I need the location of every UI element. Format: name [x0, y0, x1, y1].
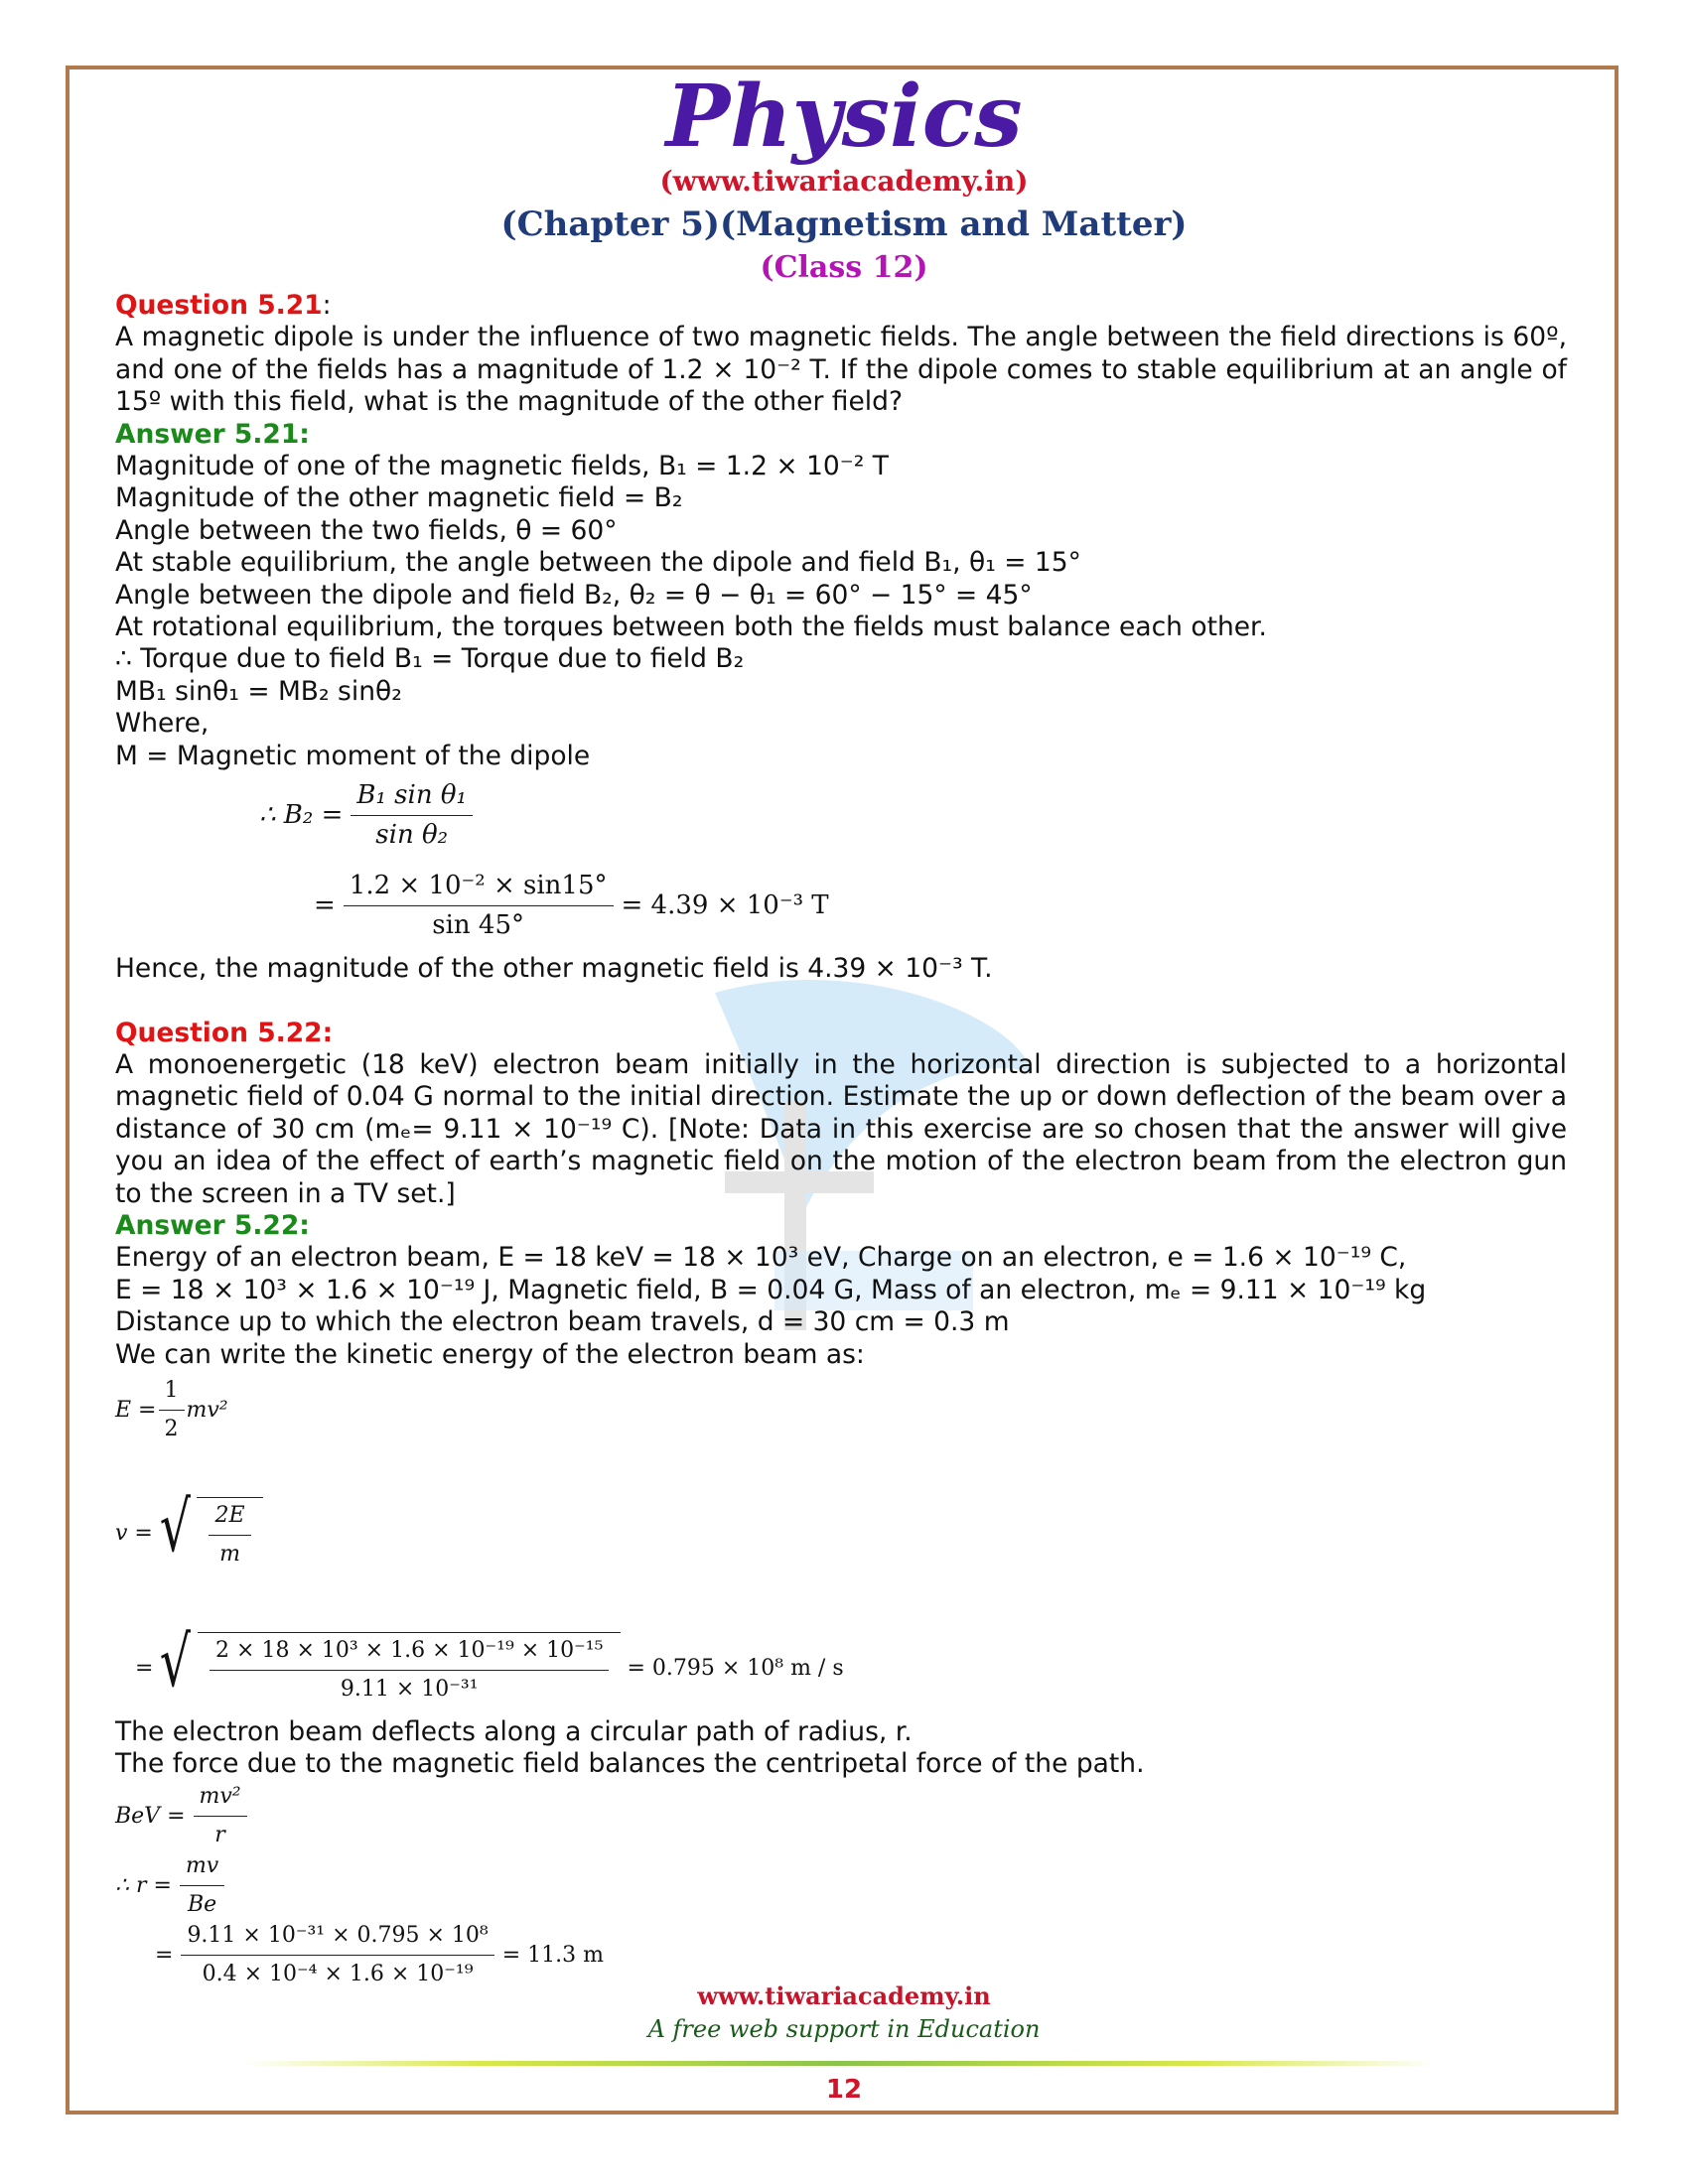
header-site-link[interactable]: (www.tiwariacademy.in) — [659, 165, 1029, 198]
question-text: A magnetic dipole is under the influence of two magnetic fields. The angle between the field directions is 60º, and one of the fields has a magnitude of 1.2 × 10⁻² T. If the dipole comes to stable equilibrium at an angle of 15º with this field, what is the magnitude of the other field? — [115, 322, 1567, 418]
answer-line: ∴ Torque due to field B₁ = Torque due to field B₂ — [115, 643, 745, 675]
square-root: √ $\frac{\text{2 × 18 × 10³ × 1.6 × 10⁻¹⁹ × 10⁻¹⁵}}{\text{9.11 × 10⁻³¹}}$ — [153, 1632, 621, 1706]
fraction-numerator: 1 — [159, 1375, 185, 1411]
answer-line: We can write the kinetic energy of the electron beam as: — [115, 1338, 865, 1370]
fraction — [181, 1920, 493, 1991]
fraction-denominator: 2 — [164, 1417, 179, 1442]
answer-conclusion: Hence, the magnitude of the other magnetic field is 4.39 × 10⁻³ T. — [115, 953, 993, 985]
main-content — [115, 290, 1567, 1991]
answer-line: E = 18 × 10³ × 1.6 × 10⁻¹⁹ J, Magnetic field, B = 0.04 G, Mass of an electron, mₑ = 9.11 × 10⁻¹⁹ kg — [115, 1274, 1427, 1305]
formula-b2 — [259, 772, 1567, 858]
formula-lhs: ∴ r = — [115, 1872, 172, 1898]
question-text: A monoenergetic (18 keV) electron beam initially in the horizontal direction is subjected to a horizontal magnetic field of 0.04 G normal to the initial direction. Estimate the up or down deflection of the beam over a distance of 30 cm (mₑ= 9.11 × 10⁻¹⁹ C). [Note: Data in this exercise are so chosen that the answer will give you an idea of the effect of earth’s magnetic field on the motion of the electron beam from the electron gun to the screen in a TV set.] — [115, 1048, 1567, 1209]
formula-result: = 4.39 × 10⁻³ T — [621, 889, 829, 920]
formula-lhs: ∴ B₂ = — [259, 799, 344, 830]
fraction — [210, 1635, 609, 1706]
answer-line: Distance up to which the electron beam travels, d = 30 cm = 0.3 m — [115, 1306, 1010, 1338]
answer-line: Energy of an electron beam, E = 18 keV = 18 × 10³ eV, Charge on an electron, e = 1.6 × 10⁻¹⁹ C, — [115, 1242, 1407, 1274]
question-label: Question 5.21 — [115, 290, 323, 321]
footer-site-link[interactable]: www.tiwariacademy.in — [697, 1981, 991, 2010]
answer-line: Magnitude of one of the magnetic fields, B₁ = 1.2 × 10⁻² T — [115, 451, 889, 482]
answer-line: The force due to the magnetic field balances the centripetal force of the path. — [115, 1748, 1145, 1780]
answer-line: Angle between the two fields, θ = 60° — [115, 514, 618, 546]
formula-velocity — [115, 1486, 1567, 1581]
fraction-denominator: 9.11 × 10⁻³¹ — [340, 1676, 479, 1702]
answer-line: The electron beam deflects along a circular path of radius, r. — [115, 1715, 913, 1747]
question-label: Question 5.22: — [115, 1017, 334, 1048]
formula-lhs: E = — [115, 1397, 157, 1423]
footer-tagline: A free web support in Education — [647, 2015, 1041, 2043]
fraction-numerator: B₁ sin θ₁ — [351, 779, 473, 815]
answer-line: Where, — [115, 708, 210, 740]
chapter-heading: (Chapter 5)(Magnetism and Matter) — [500, 205, 1188, 244]
fraction-numerator: 2 × 18 × 10³ × 1.6 × 10⁻¹⁹ × 10⁻¹⁵ — [210, 1635, 609, 1671]
answer-line: Magnitude of the other magnetic field = B₂ — [115, 482, 683, 514]
fraction-numerator: 9.11 × 10⁻³¹ × 0.795 × 10⁸ — [181, 1920, 493, 1956]
formula-kinetic-energy — [115, 1371, 1567, 1450]
fraction-numerator: mv — [180, 1850, 224, 1886]
formula-result: = 0.795 × 10⁸ m / s — [627, 1655, 844, 1681]
formula-force-balance — [115, 1781, 1567, 1852]
fraction — [209, 1500, 250, 1571]
answer-label: Answer 5.22: — [115, 1209, 310, 1241]
formula-b2-value: = $\frac{\text{1.2 × 10⁻² × sin15°}}{\sin 45^\circ}$ = 4.39 × 10⁻³ T — [314, 871, 829, 940]
fraction-denominator: sin θ₂ — [375, 819, 449, 850]
page-title: Physics — [665, 67, 1023, 167]
fraction-numerator: 1.2 × 10⁻² × sin15° — [344, 870, 614, 905]
answer-line: M = Magnetic moment of the dipole — [115, 740, 591, 771]
fraction-denominator: m — [219, 1541, 240, 1567]
fraction — [194, 1781, 247, 1852]
class-heading: (Class 12) — [760, 250, 928, 285]
answer-label: Answer 5.21: — [115, 418, 310, 450]
fraction — [344, 870, 614, 941]
fraction-denominator: Be — [187, 1892, 217, 1918]
answer-line: MB₁ sinθ₁ = MB₂ sinθ₂ — [115, 675, 402, 707]
answer-line: At stable equilibrium, the angle between the dipole and field B₁, θ₁ = 15° — [115, 547, 1081, 579]
formula-velocity-value: = √ $\frac{\text{2 × 18 × 10³ × 1.6 × 10⁻¹⁹ × 10⁻¹⁵}}{\text{9.11 × 10⁻³¹}}$ = 0.795 × 10⁸ m / s — [135, 1621, 1567, 1716]
fraction — [351, 779, 473, 851]
formula-radius-value: = $\frac{\text{9.11 × 10⁻³¹ × 0.795 × 10⁸}}{\text{0.4 × 10⁻⁴ × 1.6 × 10⁻¹⁹}}$ = 11.3 m — [155, 1920, 1567, 1991]
page-number: 12 — [825, 2075, 863, 2105]
formula-lhs: v = — [115, 1520, 153, 1546]
footer-divider — [244, 2061, 1436, 2066]
formula-radius — [115, 1852, 1567, 1920]
fraction-numerator: 2E — [209, 1500, 250, 1536]
answer-line: At rotational equilibrium, the torques between both the fields must balance each other. — [115, 612, 1267, 643]
fraction-numerator: mv² — [194, 1781, 247, 1817]
question-label-suffix: : — [322, 290, 332, 321]
formula-lhs: BeV = — [115, 1803, 186, 1829]
square-root: √ $\frac{2E}{m}$ — [153, 1497, 263, 1571]
fraction-denominator: 0.4 × 10⁻⁴ × 1.6 × 10⁻¹⁹ — [202, 1962, 474, 1987]
fraction — [180, 1850, 224, 1922]
fraction-denominator: r — [214, 1823, 225, 1848]
fraction-denominator: sin 45° — [432, 909, 525, 940]
fraction — [159, 1375, 185, 1446]
formula-result: = 11.3 m — [501, 1942, 604, 1968]
answer-line: Angle between the dipole and field B₂, θ₂ = θ − θ₁ = 60° − 15° = 45° — [115, 579, 1033, 611]
formula-rhs: mv² — [186, 1397, 228, 1423]
